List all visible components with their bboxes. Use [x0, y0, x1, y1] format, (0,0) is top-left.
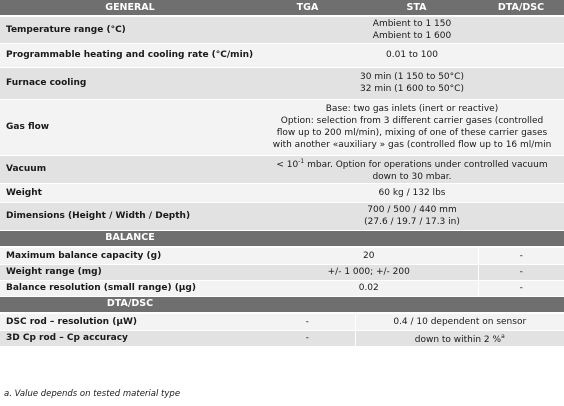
general-header-row	[0, 0, 564, 16]
dta-dsc-section-header: DTA/DSC	[0, 296, 260, 313]
cp-rod-accuracy-text: down to within 2 %	[414, 334, 502, 345]
weight-value: 60 kg / 132 lbs	[260, 183, 564, 202]
tga-column-header: TGA	[260, 0, 355, 16]
vacuum-line-1	[260, 156, 564, 171]
dsc-rod-resolution-label: DSC rod – resolution (µW)	[0, 313, 260, 330]
gas-flow-line-4: with another «auxiliary » gas (controlled flow up to 16 ml/min	[272, 140, 552, 150]
temperature-range-row	[0, 16, 564, 43]
footnote: a. Value depends on tested material type	[4, 389, 181, 399]
table-row	[0, 280, 564, 296]
dimensions-row	[0, 202, 564, 230]
table-row	[0, 247, 564, 264]
furnace-cooling-label: Furnace cooling	[0, 67, 260, 99]
furnace-cooling-value	[260, 67, 564, 99]
temperature-range-value	[260, 16, 564, 43]
balance-resolution-dta: -	[478, 280, 564, 296]
vacuum-label: Vacuum	[0, 155, 260, 183]
temperature-range-line-1: Ambient to 1 150	[372, 18, 452, 29]
dta-dsc-header-row	[0, 296, 564, 313]
cp-rod-accuracy-footnote-mark: a	[501, 332, 505, 340]
gas-flow-value	[260, 99, 564, 155]
weight-row	[0, 183, 564, 202]
dimensions-line-1: 700 / 500 / 440 mm	[367, 205, 457, 215]
table-row	[0, 330, 564, 346]
balance-resolution-label: Balance resolution (small range) (µg)	[0, 280, 260, 296]
heating-rate-label: Programmable heating and cooling rate (°C/min)	[0, 43, 260, 67]
balance-header-filler	[260, 230, 564, 247]
vacuum-exponent: -1	[298, 157, 305, 165]
general-header: GENERAL	[0, 0, 260, 16]
gas-flow-line-3: flow up to 200 ml/min), mixing of one of these carrier gases	[276, 128, 548, 138]
table-row	[0, 264, 564, 280]
weight-label: Weight	[0, 183, 260, 202]
heating-rate-value: 0.01 to 100	[260, 43, 564, 67]
vacuum-row	[0, 155, 564, 183]
vacuum-prefix: < 10	[276, 159, 299, 170]
max-balance-capacity-dta: -	[478, 247, 564, 264]
cp-rod-accuracy-label: 3D Cp rod – Cp accuracy	[0, 330, 260, 346]
cp-rod-accuracy-value	[355, 330, 564, 346]
temperature-range-line-2: Ambient to 1 600	[372, 30, 452, 41]
dta-dsc-column-header: DTA/DSC	[478, 0, 564, 16]
dsc-rod-resolution-tga: -	[260, 313, 355, 330]
furnace-cooling-line-1: 30 min (1 150 to 50°C)	[360, 72, 464, 82]
balance-resolution-value: 0.02	[260, 280, 478, 296]
dta-dsc-header-filler	[260, 296, 564, 313]
balance-header-row	[0, 230, 564, 247]
gas-flow-label: Gas flow	[0, 99, 260, 155]
temperature-range-label: Temperature range (°C)	[0, 16, 260, 43]
balance-header: BALANCE	[0, 230, 260, 247]
heating-rate-row	[0, 43, 564, 67]
gas-flow-line-1: Base: two gas inlets (inert or reactive)	[325, 104, 499, 114]
gas-flow-row	[0, 99, 564, 155]
weight-range-label: Weight range (mg)	[0, 264, 260, 280]
vacuum-value	[260, 155, 564, 183]
vacuum-suffix: mbar. Option for operations under controlled vacuum	[304, 159, 548, 170]
furnace-cooling-row	[0, 67, 564, 99]
table-row	[0, 313, 564, 330]
weight-range-dta: -	[478, 264, 564, 280]
dsc-rod-resolution-value: 0.4 / 10 dependent on sensor	[355, 313, 564, 330]
dimensions-label: Dimensions (Height / Width / Depth)	[0, 202, 260, 230]
dimensions-value	[260, 202, 564, 230]
max-balance-capacity-value: 20	[260, 247, 478, 264]
weight-range-value: +/- 1 000; +/- 200	[260, 264, 478, 280]
gas-flow-line-2: Option: selection from 3 different carrier gases (controlled	[280, 116, 544, 126]
max-balance-capacity-label: Maximum balance capacity (g)	[0, 247, 260, 264]
sta-column-header: STA	[355, 0, 478, 16]
dimensions-line-2: (27.6 / 19.7 / 17.3 in)	[364, 217, 460, 227]
furnace-cooling-line-2: 32 min (1 600 to 50°C)	[360, 84, 464, 94]
cp-rod-accuracy-tga: -	[260, 330, 355, 346]
vacuum-line-2: down to 30 mbar.	[372, 171, 452, 182]
